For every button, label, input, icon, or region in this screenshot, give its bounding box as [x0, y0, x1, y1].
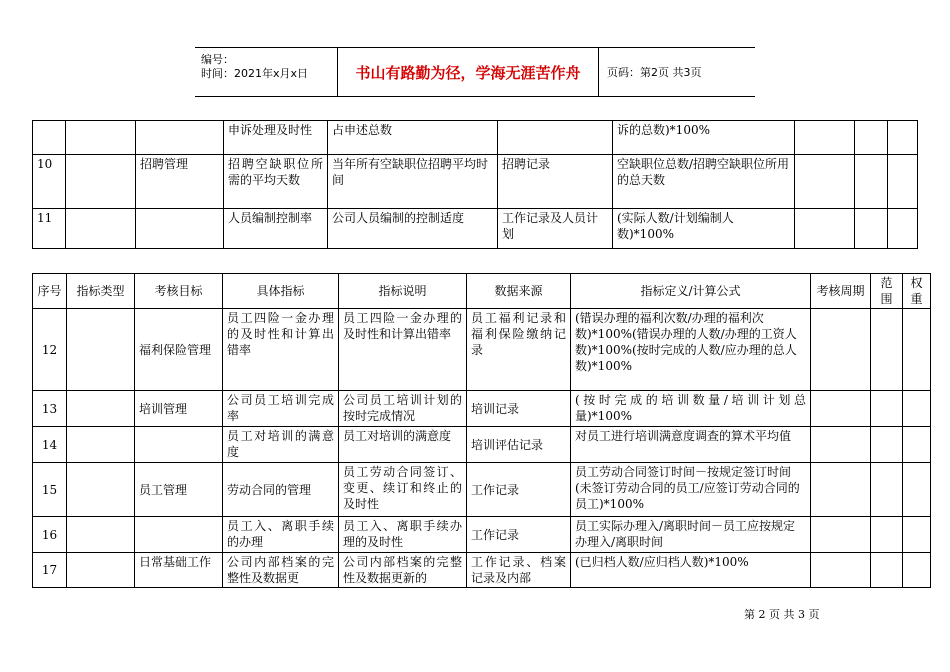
cell-scope	[855, 121, 888, 155]
cell-type	[67, 309, 135, 391]
table-row	[33, 517, 931, 553]
cell-desc: 员工四险一金办理的及时性和计算出错率	[339, 309, 467, 391]
kpi-table	[32, 273, 931, 588]
kpi-table-body	[33, 309, 931, 588]
cell-formula: (错误办理的福利次数/办理的福利次数)*100%(错误办理的人数/办理的工资人数)*100%(按时完成的人数/应办理的总人数)*100%	[571, 309, 811, 391]
cell-source: 招聘记录	[498, 155, 613, 209]
cell-no: 13	[33, 391, 67, 427]
table-row	[33, 391, 931, 427]
header-period: 考核周期	[811, 274, 871, 309]
page-footer: 第 2 页 共 3 页	[744, 608, 820, 621]
cell-desc: 占申述总数	[328, 121, 498, 155]
cell-goal	[135, 517, 223, 553]
cell-scope	[871, 553, 903, 588]
cell-weight	[903, 427, 931, 463]
cell-goal: 培训管理	[135, 391, 223, 427]
cell-formula: (按时完成的培训数量/培训计划总量)*100%	[571, 391, 811, 427]
header-no: 序号	[33, 274, 67, 309]
cell-type	[67, 517, 135, 553]
header-goal: 考核目标	[135, 274, 223, 309]
cell-scope	[871, 463, 903, 517]
header-scope: 范围	[871, 274, 903, 309]
cell-scope	[855, 155, 888, 209]
cell-period	[795, 155, 855, 209]
cell-weight	[903, 463, 931, 517]
cell-source: 培训记录	[467, 391, 571, 427]
cell-desc: 当年所有空缺职位招聘平均时间	[328, 155, 498, 209]
cell-type	[66, 209, 136, 249]
cell-scope	[855, 209, 888, 249]
cell-indicator: 招聘空缺职位所需的平均天数	[224, 155, 328, 209]
cell-goal: 福利保险管理	[135, 309, 223, 391]
cell-type	[67, 391, 135, 427]
cell-indicator: 人员编制控制率	[224, 209, 328, 249]
cell-no: 16	[33, 517, 67, 553]
cell-type	[66, 155, 136, 209]
table-row	[33, 155, 918, 209]
cell-source: 工作记录	[467, 463, 571, 517]
cell-indicator: 公司内部档案的完整性及数据更	[223, 553, 339, 588]
cell-no: 14	[33, 427, 67, 463]
cell-period	[811, 517, 871, 553]
header-formula: 指标定义/计算公式	[571, 274, 811, 309]
cell-scope	[871, 427, 903, 463]
header-source: 数据来源	[467, 274, 571, 309]
cell-no	[33, 121, 66, 155]
cell-source: 员工福利记录和福利保险缴纳记录	[467, 309, 571, 391]
header-meta	[195, 48, 337, 96]
cell-period	[795, 121, 855, 155]
cell-goal: 员工管理	[135, 463, 223, 517]
cell-period	[811, 427, 871, 463]
cell-scope	[871, 391, 903, 427]
continuation-table	[32, 120, 918, 249]
cell-scope	[871, 517, 903, 553]
cell-no: 10	[33, 155, 66, 209]
header-desc: 指标说明	[339, 274, 467, 309]
cell-no: 12	[33, 309, 67, 391]
table-row	[33, 463, 931, 517]
cell-weight	[888, 121, 918, 155]
cell-source	[498, 121, 613, 155]
cell-formula: (已归档人数/应归档人数)*100%	[571, 553, 811, 588]
cell-goal: 日常基础工作	[135, 553, 223, 588]
table-row	[33, 209, 918, 249]
cell-type	[67, 427, 135, 463]
header-weight: 权重	[903, 274, 931, 309]
cell-indicator: 劳动合同的管理	[223, 463, 339, 517]
cell-source: 培训评估记录	[467, 427, 571, 463]
cell-formula: 诉的总数)*100%	[613, 121, 795, 155]
cell-no: 11	[33, 209, 66, 249]
cell-formula: (实际人数/计划编制人数)*100%	[613, 209, 795, 249]
cell-indicator: 申诉处理及时性	[224, 121, 328, 155]
table-row	[33, 121, 918, 155]
cell-type	[66, 121, 136, 155]
cell-period	[795, 209, 855, 249]
cell-no: 17	[33, 553, 67, 588]
table-row	[33, 427, 931, 463]
header-indicator: 具体指标	[223, 274, 339, 309]
cell-weight	[888, 155, 918, 209]
cell-period	[811, 309, 871, 391]
header-page-label: 页码：第2页 共3页	[607, 66, 702, 79]
cell-desc: 员工入、离职手续办理的及时性	[339, 517, 467, 553]
cell-desc: 公司人员编制的控制适度	[328, 209, 498, 249]
continuation-rows	[33, 121, 918, 249]
cell-goal	[135, 427, 223, 463]
kpi-table-header	[33, 274, 931, 309]
document-header	[195, 47, 755, 97]
table-row	[33, 309, 931, 391]
header-motto: 书山有路勤为径，学海无涯苦作舟	[337, 48, 599, 96]
cell-desc: 公司内部档案的完整性及数据更新的	[339, 553, 467, 588]
cell-weight	[888, 209, 918, 249]
cell-indicator: 公司员工培训完成率	[223, 391, 339, 427]
cell-desc: 员工劳动合同签订、变更、续订和终止的及时性	[339, 463, 467, 517]
serial-label: 编号：	[201, 53, 234, 66]
cell-period	[811, 391, 871, 427]
cell-weight	[903, 309, 931, 391]
cell-period	[811, 463, 871, 517]
cell-type	[67, 553, 135, 588]
cell-desc: 员工对培训的满意度	[339, 427, 467, 463]
cell-weight	[903, 553, 931, 588]
cell-formula: 空缺职位总数/招聘空缺职位所用的总天数	[613, 155, 795, 209]
cell-source: 工作记录及人员计划	[498, 209, 613, 249]
cell-indicator: 员工四险一金办理的及时性和计算出错率	[223, 309, 339, 391]
cell-formula: 对员工进行培训满意度调查的算术平均值	[571, 427, 811, 463]
cell-formula: 员工实际办理入/离职时间－员工应按规定办理入/离职时间	[571, 517, 811, 553]
date-label: 时间：2021年x月x日	[201, 67, 309, 80]
table-row	[33, 553, 931, 588]
cell-goal: 招聘管理	[136, 155, 224, 209]
cell-period	[811, 553, 871, 588]
cell-weight	[903, 517, 931, 553]
cell-source: 工作记录	[467, 517, 571, 553]
cell-scope	[871, 309, 903, 391]
header-row	[33, 274, 931, 309]
cell-no: 15	[33, 463, 67, 517]
cell-source: 工作记录、档案记录及内部	[467, 553, 571, 588]
cell-desc: 公司员工培训计划的按时完成情况	[339, 391, 467, 427]
cell-goal	[136, 209, 224, 249]
cell-goal	[136, 121, 224, 155]
cell-formula: 员工劳动合同签订时间－按规定签订时间(未签订劳动合同的员工/应签订劳动合同的员工)*100%	[571, 463, 811, 517]
cell-type	[67, 463, 135, 517]
cell-indicator: 员工对培训的满意度	[223, 427, 339, 463]
cell-indicator: 员工入、离职手续的办理	[223, 517, 339, 553]
cell-weight	[903, 391, 931, 427]
header-type: 指标类型	[67, 274, 135, 309]
